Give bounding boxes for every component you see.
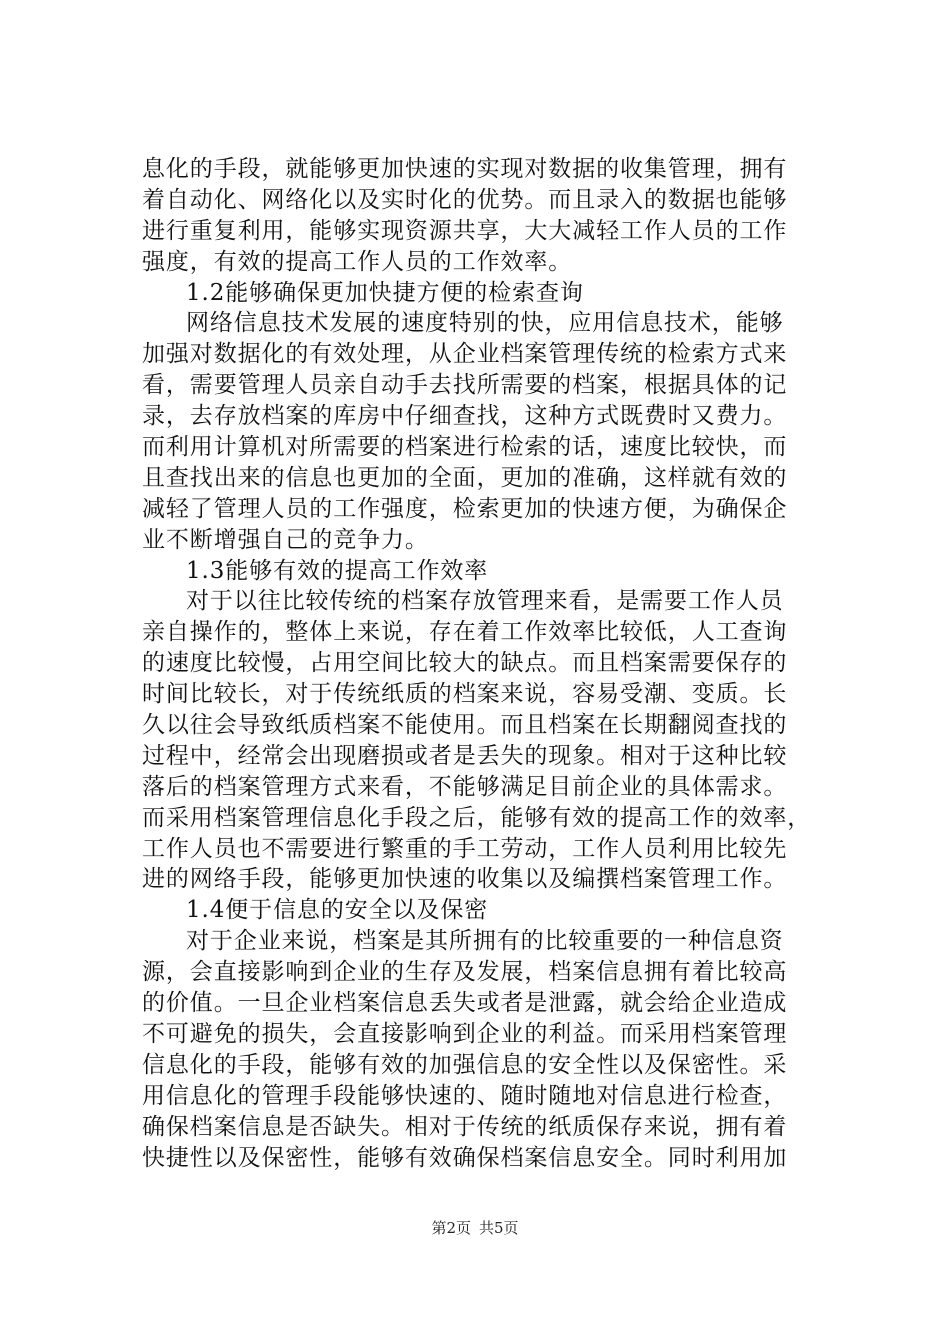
paragraph-line: 时间比较长，对于传统纸质的档案来说，容易受潮、变质。长 [142,681,788,708]
paragraph-line: 强度，有效的提高工作人员的工作效率。 [142,248,573,275]
paragraph-line: 息化的手段，就能够更加快速的实现对数据的收集管理，拥有 [142,156,788,182]
paragraph-line: 对于以往比较传统的档案存放管理来看，是需要工作人员 [186,588,784,615]
paragraph-line: 且查找出来的信息也更加的全面，更加的准确，这样就有效的 [142,464,788,491]
section-heading: 1.4便于信息的安全以及保密 [186,897,489,924]
paragraph-line: 快捷性以及保密性，能够有效确保档案信息安全。同时利用加 [142,1144,788,1171]
paragraph-line: 进行重复利用，能够实现资源共享，大大减轻工作人员的工作 [142,217,788,244]
paragraph-line: 录，去存放档案的库房中仔细查找，这种方式既费时又费力。 [142,403,788,430]
paragraph-line: 久以往会导致纸质档案不能使用。而且档案在长期翻阅查找的 [142,712,788,739]
paragraph-line: 减轻了管理人员的工作强度，检索更加的快速方便，为确保企 [142,495,788,522]
paragraph-line: 的价值。一旦企业档案信息丢失或者是泄露，就会给企业造成 [142,990,788,1017]
paragraph-line: 源，会直接影响到企业的生存及发展，档案信息拥有着比较高 [142,959,788,986]
section-heading: 1.3能够有效的提高工作效率 [186,557,489,584]
paragraph-line: 信息化的手段，能够有效的加强信息的安全性以及保密性。采 [142,1051,788,1078]
paragraph-line: 工作人员也不需要进行繁重的手工劳动，工作人员利用比较先 [142,835,788,862]
paragraph-line: 用信息化的管理手段能够快速的、随时随地对信息进行检查， [142,1082,788,1109]
paragraph-line: 过程中，经常会出现磨损或者是丢失的现象。相对于这种比较 [142,742,788,769]
paragraph-line: 看，需要管理人员亲自动手去找所需要的档案，根据具体的记 [142,372,788,399]
paragraph-line: 确保档案信息是否缺失。相对于传统的纸质保存来说，拥有着 [142,1113,788,1140]
paragraph-line: 而采用档案管理信息化手段之后，能够有效的提高工作的效率， [142,804,812,831]
document-body [142,154,842,1173]
paragraph-line: 的速度比较慢，占用空间比较大的缺点。而且档案需要保存的 [142,650,788,677]
paragraph-line: 网络信息技术发展的速度特别的快，应用信息技术，能够 [186,310,784,337]
paragraph-line: 而利用计算机对所需要的档案进行检索的话，速度比较快，而 [142,434,788,461]
paragraph-line: 加强对数据化的有效处理，从企业档案管理传统的检索方式来 [142,341,788,368]
section-heading: 1.2能够确保更加快捷方便的检索查询 [186,279,584,306]
paragraph-line: 亲自操作的，整体上来说，存在着工作效率比较低，人工查询 [142,619,788,646]
page-footer [0,1218,950,1238]
paragraph-line: 进的网络手段，能够更加快速的收集以及编撰档案管理工作。 [142,866,788,893]
page-number: 第2页 [431,1219,471,1237]
paragraph-line: 对于企业来说，档案是其所拥有的比较重要的一种信息资 [186,928,784,955]
paragraph-line: 业不断增强自己的竞争力。 [142,526,429,553]
page-total: 共5页 [479,1219,519,1237]
paragraph-line: 不可避免的损失，会直接影响到企业的利益。而采用档案管理 [142,1020,788,1047]
paragraph-line: 落后的档案管理方式来看，不能够满足目前企业的具体需求。 [142,773,788,800]
paragraph-line: 着自动化、网络化以及实时化的优势。而且录入的数据也能够 [142,186,788,213]
